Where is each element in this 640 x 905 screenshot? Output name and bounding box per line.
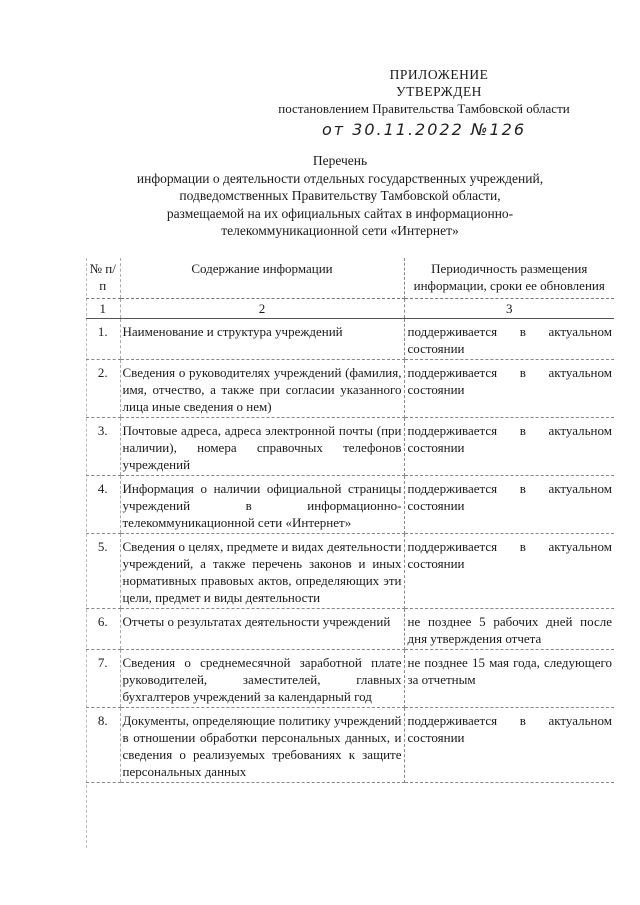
- row-number: 7.: [86, 650, 120, 708]
- row-period: поддерживается в актуальном состоянии: [404, 476, 614, 534]
- row-content: Документы, определяющие политику учреждений в отношении обработки персональных данных, и сведения о реализуемых требованиях к защите персональных данных: [120, 708, 404, 783]
- row-number: 4.: [86, 476, 120, 534]
- row-period: не позднее 5 рабочих дней после дня утверждения отчета: [404, 609, 614, 650]
- table-row: [86, 708, 614, 783]
- row-content: Почтовые адреса, адреса электронной почты (при наличии), номера справочных телефонов учреждений: [120, 418, 404, 476]
- approval-approved-label: УТВЕРЖДЕН: [396, 84, 482, 99]
- row-content: Отчеты о результатах деятельности учреждений: [120, 609, 404, 650]
- table-row: [86, 650, 614, 708]
- row-number: 1.: [86, 319, 120, 360]
- row-number: 3.: [86, 418, 120, 476]
- column-number: 3: [404, 299, 614, 319]
- document-title: [90, 152, 590, 240]
- table-row: [86, 418, 614, 476]
- approval-resolution-text: постановлением Правительства Тамбовской области: [278, 101, 570, 116]
- handwritten-date-number: от 30.11.2022 №126: [321, 120, 527, 139]
- approval-annex-label: ПРИЛОЖЕНИЕ: [389, 67, 489, 82]
- header-content: Содержание информации: [120, 258, 404, 299]
- table-row: [86, 534, 614, 609]
- row-number: 8.: [86, 708, 120, 783]
- information-table: [86, 258, 614, 783]
- row-number: 2.: [86, 360, 120, 418]
- header-num: № п/п: [86, 258, 120, 299]
- row-period: поддерживается в актуальном состоянии: [404, 319, 614, 360]
- table-row: [86, 476, 614, 534]
- approval-stamp: [244, 66, 604, 138]
- row-number: 6.: [86, 609, 120, 650]
- row-period: поддерживается в актуальном состоянии: [404, 708, 614, 783]
- row-content: Информация о наличии официальной страницы учреждений в информационно-телекоммуникационной сети «Интернет»: [120, 476, 404, 534]
- table-row: [86, 319, 614, 360]
- row-number: 5.: [86, 534, 120, 609]
- column-numbers-row: [86, 299, 614, 319]
- row-content: Сведения о среднемесячной заработной плате руководителей, заместителей, главных бухгалтеров учреждений за календарный год: [120, 650, 404, 708]
- column-number: 2: [120, 299, 404, 319]
- column-number: 1: [86, 299, 120, 319]
- row-period: поддерживается в актуальном состоянии: [404, 360, 614, 418]
- row-content: Сведения о руководителях учреждений (фамилия, имя, отчество, а также при согласии указанного лица иные сведения о нем): [120, 360, 404, 418]
- title-line-1: информации о деятельности отдельных государственных учреждений,: [136, 170, 544, 186]
- table-header-row: [86, 258, 614, 299]
- header-period: Периодичность размещения информации, сроки ее обновления: [404, 258, 614, 299]
- row-period: не позднее 15 мая года, следующего за отчетным: [404, 650, 614, 708]
- title-line-4: телекоммуникационной сети «Интернет»: [221, 223, 459, 238]
- table-row: [86, 609, 614, 650]
- title-line-3: размещаемой на их официальных сайтах в информационно-: [166, 205, 514, 221]
- title-line-2: подведомственных Правительству Тамбовской области,: [179, 188, 501, 203]
- row-content: Наименование и структура учреждений: [120, 319, 404, 360]
- row-content: Сведения о целях, предмете и видах деятельности учреждений, а также перечень законов и иных нормативных правовых актов, определяющих эти цели, предмет и виды деятельности: [120, 534, 404, 609]
- title-heading: Перечень: [312, 153, 368, 168]
- table-row: [86, 360, 614, 418]
- row-period: поддерживается в актуальном состоянии: [404, 534, 614, 609]
- row-period: поддерживается в актуальном состоянии: [404, 418, 614, 476]
